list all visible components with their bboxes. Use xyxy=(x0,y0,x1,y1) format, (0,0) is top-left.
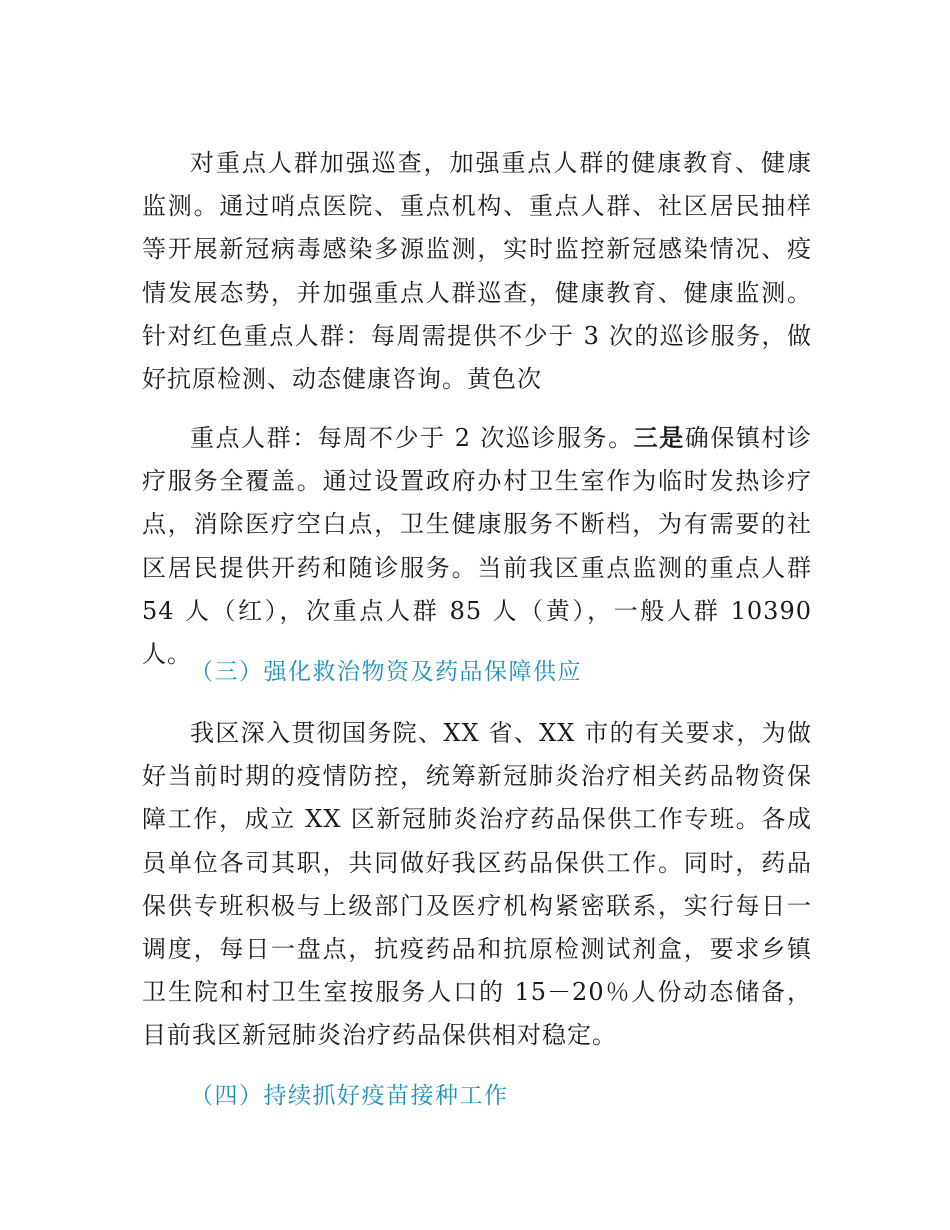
paragraph-drug-supply xyxy=(142,712,812,1058)
paragraph-monitoring xyxy=(142,142,812,401)
paragraph-drug-supply-text: 我区深入贯彻国务院、XX 省、XX 市的有关要求，为做好当前时期的疫情防控，统筹新冠肺炎治疗相关药品物资保障工作，成立 XX 区新冠肺炎治疗药品保供工作专班。各成员单位各司其职，共同做好我区药品保供工作。同时，药品保供专班积极与上级部门及医疗机构紧密联系，实行每日一调度，每日一盘点，抗疫药品和抗原检测试剂盒，要求乡镇卫生院和村卫生室按服务人口的 15－20％人份动态储备，目前我区新冠肺炎治疗药品保供相对稳定。 xyxy=(142,719,812,1050)
section-heading-supplies: （三）强化救治物资及药品保障供应 xyxy=(190,659,582,685)
section-heading-vaccination: （四）持续抓好疫苗接种工作 xyxy=(190,1083,509,1109)
paragraph-clinic-bold-marker: 三是 xyxy=(633,423,685,452)
paragraph-clinic-text-start: 重点人群：每周不少于 2 次巡诊服务。 xyxy=(190,424,634,452)
paragraph-clinic-coverage xyxy=(142,416,812,676)
paragraph-monitoring-text: 对重点人群加强巡查，加强重点人群的健康教育、健康监测。通过哨点医院、重点机构、重点人群、社区居民抽样等开展新冠病毒感染多源监测，实时监控新冠感染情况、疫情发展态势，并加强重点人群巡查，健康教育、健康监测。针对红色重点人群：每周需提供不少于 3 次的巡诊服务，做好抗原检测、动态健康咨询。黄色次 xyxy=(142,149,812,394)
paragraph-clinic-text-end: 确保镇村诊疗服务全覆盖。通过设置政府办村卫生室作为临时发热诊疗点，消除医疗空白点，卫生健康服务不断档，为有需要的社区居民提供开药和随诊服务。当前我区重点监测的重点人群 54 人（红），次重点人群 85 人（黄），一般人群 10390 人。 xyxy=(142,424,813,669)
